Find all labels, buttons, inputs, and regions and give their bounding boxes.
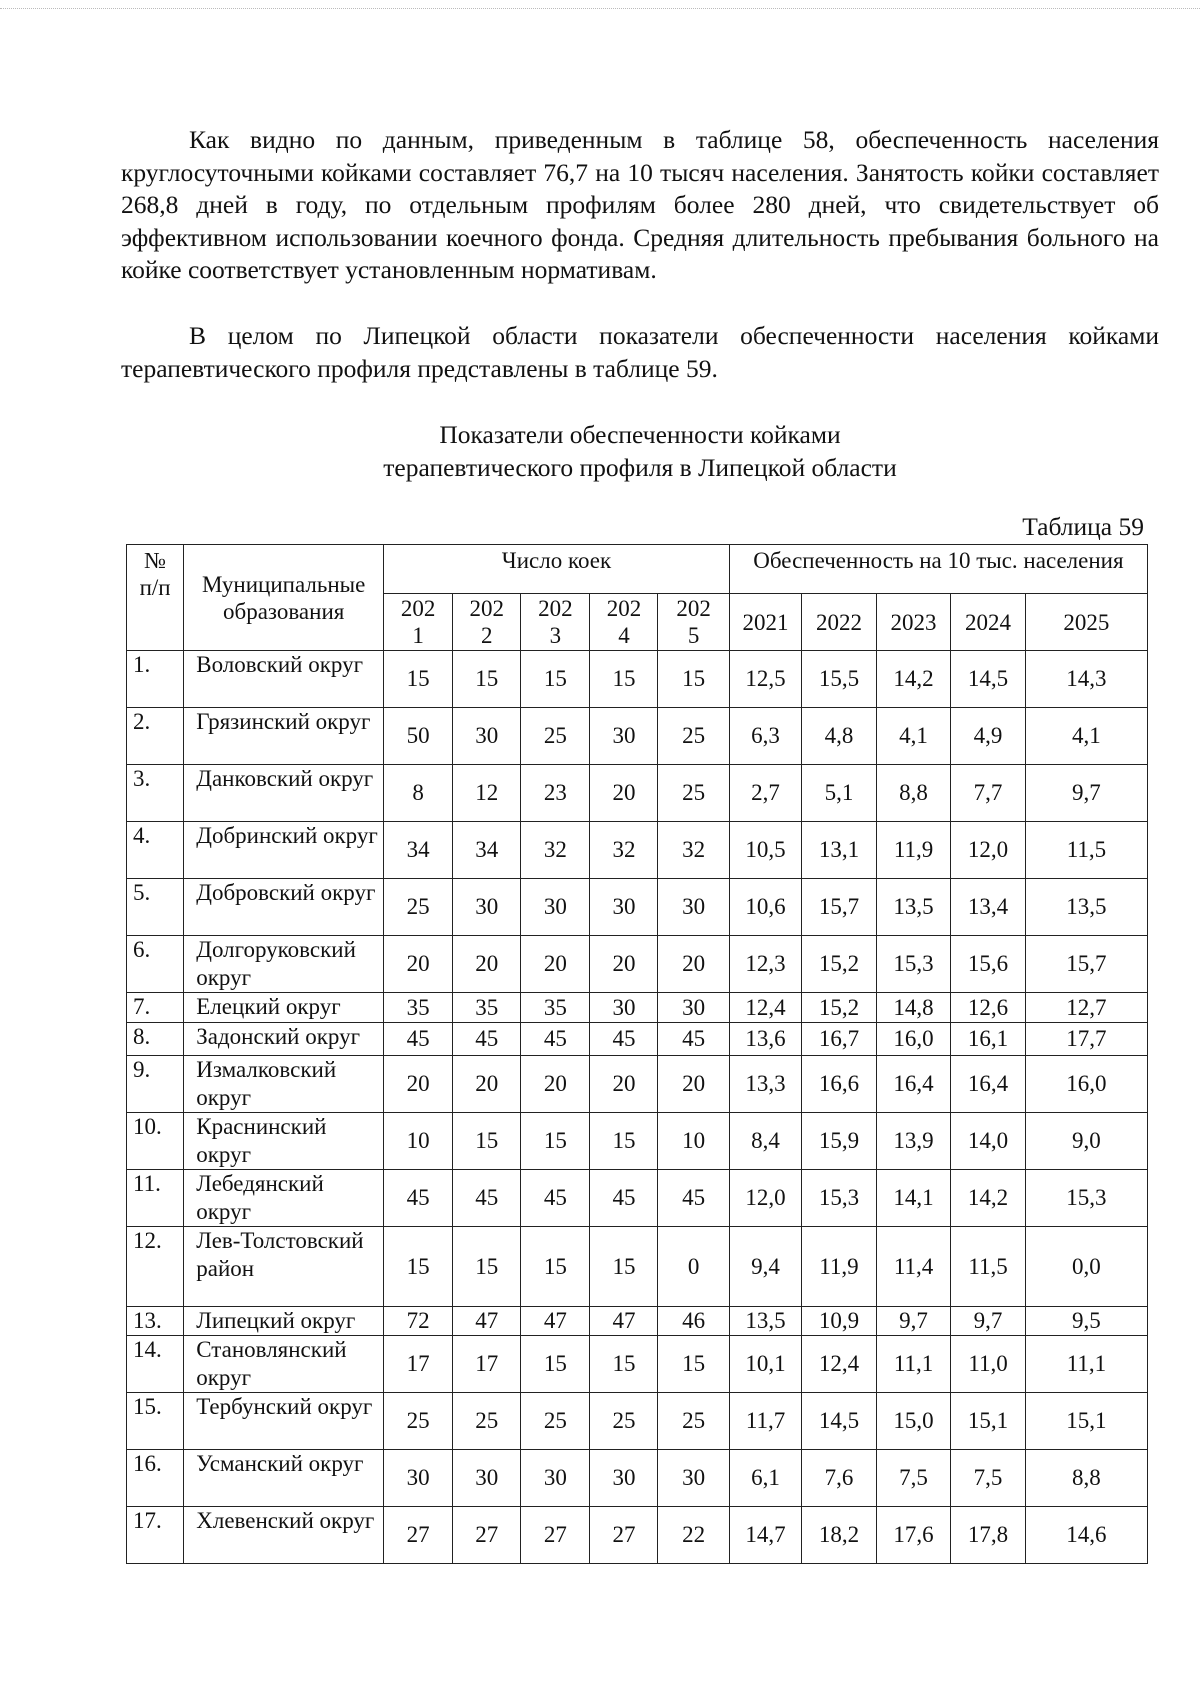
supply-value: 7,5 (876, 1450, 951, 1507)
beds-value: 25 (658, 1393, 729, 1450)
beds-value: 20 (658, 1056, 729, 1113)
row-number: 15. (127, 1393, 184, 1450)
supply-value: 12,7 (1025, 993, 1147, 1023)
beds-value: 25 (658, 708, 729, 765)
supply-value: 9,0 (1025, 1113, 1147, 1170)
supply-value: 11,9 (802, 1227, 877, 1307)
municipality-name: Лев-Толстовский район (184, 1227, 384, 1307)
municipality-name: Елецкий округ (184, 993, 384, 1023)
beds-value: 47 (590, 1307, 658, 1336)
year-part: 202 (606, 596, 642, 621)
table-caption (121, 418, 1159, 484)
beds-value: 15 (590, 651, 658, 708)
beds-value: 20 (590, 1056, 658, 1113)
beds-value: 30 (521, 879, 590, 936)
beds-value: 30 (453, 708, 521, 765)
beds-value: 45 (453, 1170, 521, 1227)
beds-value: 30 (658, 1450, 729, 1507)
supply-value: 17,6 (876, 1507, 951, 1564)
beds-value: 20 (453, 1056, 521, 1113)
supply-value: 11,0 (951, 1336, 1026, 1393)
row-number: 17. (127, 1507, 184, 1564)
supply-value: 15,3 (876, 936, 951, 993)
supply-value: 11,9 (876, 822, 951, 879)
table-row (127, 993, 1148, 1023)
supply-value: 11,4 (876, 1227, 951, 1307)
supply-value: 16,0 (1025, 1056, 1147, 1113)
beds-value: 72 (384, 1307, 453, 1336)
municipality-name: Краснинский округ (184, 1113, 384, 1170)
header-num (127, 545, 184, 651)
paragraph-1: Как видно по данным, приведенным в таблице 58, обеспеченность населения круглосуточными койками составляет 76,7 на 10 тысяч населения. Занятость койки составляет 268,8 дней в году, по отдельным профилям более 280 дней, что свидетельствует об эффективном использовании коечного фонда. Средняя длительность пребывания больного на койке соответствует установленным нормативам. (121, 125, 1159, 284)
beds-value: 15 (384, 651, 453, 708)
municipality-name: Лебедянский округ (184, 1170, 384, 1227)
supply-value: 14,5 (951, 651, 1026, 708)
beds-table (126, 544, 1148, 1564)
municipality-name: Тербунский округ (184, 1393, 384, 1450)
supply-value: 16,4 (876, 1056, 951, 1113)
municipality-name: Усманский округ (184, 1450, 384, 1507)
beds-value: 45 (521, 1170, 590, 1227)
year-part: 2 (481, 623, 493, 648)
supply-value: 6,3 (729, 708, 801, 765)
supply-value: 7,7 (951, 765, 1026, 822)
supply-value: 12,5 (729, 651, 801, 708)
header-supply-year: 2022 (802, 594, 877, 651)
table-row (127, 1336, 1148, 1393)
supply-value: 15,7 (1025, 936, 1147, 993)
municipality-name: Долгоруковский округ (184, 936, 384, 993)
beds-value: 45 (658, 1023, 729, 1056)
supply-value: 13,6 (729, 1023, 801, 1056)
supply-value: 17,8 (951, 1507, 1026, 1564)
supply-value: 4,9 (951, 708, 1026, 765)
beds-value: 50 (384, 708, 453, 765)
supply-value: 7,6 (802, 1450, 877, 1507)
beds-value: 17 (453, 1336, 521, 1393)
beds-value: 45 (384, 1170, 453, 1227)
supply-value: 13,4 (951, 879, 1026, 936)
beds-value: 25 (453, 1393, 521, 1450)
beds-value: 15 (590, 1227, 658, 1307)
row-number: 5. (127, 879, 184, 936)
supply-value: 14,6 (1025, 1507, 1147, 1564)
table-row (127, 1393, 1148, 1450)
row-number: 14. (127, 1336, 184, 1393)
beds-value: 32 (658, 822, 729, 879)
row-number: 11. (127, 1170, 184, 1227)
beds-value: 30 (521, 1450, 590, 1507)
supply-value: 9,7 (1025, 765, 1147, 822)
header-beds-year (453, 594, 521, 651)
beds-value: 15 (521, 1227, 590, 1307)
beds-value: 25 (521, 1393, 590, 1450)
supply-value: 6,1 (729, 1450, 801, 1507)
supply-value: 10,6 (729, 879, 801, 936)
beds-value: 35 (453, 993, 521, 1023)
beds-value: 25 (590, 1393, 658, 1450)
header-beds-year (384, 594, 453, 651)
supply-value: 10,1 (729, 1336, 801, 1393)
beds-value: 45 (590, 1170, 658, 1227)
supply-value: 9,4 (729, 1227, 801, 1307)
supply-value: 11,7 (729, 1393, 801, 1450)
beds-value: 15 (521, 651, 590, 708)
supply-value: 15,3 (802, 1170, 877, 1227)
beds-value: 23 (521, 765, 590, 822)
supply-value: 14,5 (802, 1393, 877, 1450)
supply-value: 12,4 (802, 1336, 877, 1393)
supply-value: 16,6 (802, 1056, 877, 1113)
beds-value: 30 (453, 879, 521, 936)
row-number: 7. (127, 993, 184, 1023)
supply-value: 13,1 (802, 822, 877, 879)
beds-value: 8 (384, 765, 453, 822)
table-row (127, 1507, 1148, 1564)
beds-value: 27 (521, 1507, 590, 1564)
supply-value: 15,3 (1025, 1170, 1147, 1227)
supply-value: 14,2 (876, 651, 951, 708)
row-number: 13. (127, 1307, 184, 1336)
beds-value: 20 (521, 936, 590, 993)
header-supply-year: 2021 (729, 594, 801, 651)
header-beds-group: Число коек (384, 545, 730, 594)
municipality-name: Липецкий округ (184, 1307, 384, 1336)
beds-value: 17 (384, 1336, 453, 1393)
supply-value: 10,9 (802, 1307, 877, 1336)
supply-value: 13,3 (729, 1056, 801, 1113)
supply-value: 15,1 (1025, 1393, 1147, 1450)
supply-value: 14,7 (729, 1507, 801, 1564)
supply-value: 13,5 (729, 1307, 801, 1336)
supply-value: 13,5 (876, 879, 951, 936)
caption-line-1: Показатели обеспеченности койками (439, 420, 841, 449)
scan-edge-line (0, 8, 1200, 9)
beds-value: 30 (658, 879, 729, 936)
row-number: 6. (127, 936, 184, 993)
beds-value: 20 (521, 1056, 590, 1113)
beds-value: 30 (590, 708, 658, 765)
supply-value: 4,1 (1025, 708, 1147, 765)
beds-value: 30 (590, 993, 658, 1023)
row-number: 12. (127, 1227, 184, 1307)
table-row (127, 1227, 1148, 1307)
beds-value: 27 (384, 1507, 453, 1564)
beds-value: 34 (384, 822, 453, 879)
beds-value: 32 (521, 822, 590, 879)
supply-value: 9,5 (1025, 1307, 1147, 1336)
row-number: 10. (127, 1113, 184, 1170)
table-row (127, 936, 1148, 993)
table-number-label: Таблица 59 (1022, 512, 1144, 541)
year-part: 4 (618, 623, 630, 648)
supply-value: 2,7 (729, 765, 801, 822)
supply-value: 8,8 (876, 765, 951, 822)
beds-value: 20 (453, 936, 521, 993)
row-number: 8. (127, 1023, 184, 1056)
beds-value: 30 (384, 1450, 453, 1507)
header-num-label: № п/п (139, 548, 171, 600)
row-number: 4. (127, 822, 184, 879)
beds-value: 27 (453, 1507, 521, 1564)
beds-value: 12 (453, 765, 521, 822)
supply-value: 12,6 (951, 993, 1026, 1023)
beds-value: 45 (590, 1023, 658, 1056)
supply-value: 15,6 (951, 936, 1026, 993)
table-row (127, 1307, 1148, 1336)
beds-value: 15 (521, 1336, 590, 1393)
supply-value: 16,1 (951, 1023, 1026, 1056)
beds-value: 20 (384, 936, 453, 993)
supply-value: 8,8 (1025, 1450, 1147, 1507)
header-supply-year: 2024 (951, 594, 1026, 651)
beds-value: 15 (590, 1113, 658, 1170)
beds-value: 45 (453, 1023, 521, 1056)
row-number: 9. (127, 1056, 184, 1113)
header-supply-year: 2025 (1025, 594, 1147, 651)
header-supply-group: Обеспеченность на 10 тыс. населения (729, 545, 1147, 594)
beds-value: 15 (590, 1336, 658, 1393)
supply-value: 15,5 (802, 651, 877, 708)
municipality-name: Данковский округ (184, 765, 384, 822)
supply-value: 17,7 (1025, 1023, 1147, 1056)
beds-value: 15 (453, 651, 521, 708)
beds-value: 25 (658, 765, 729, 822)
supply-value: 12,3 (729, 936, 801, 993)
municipality-name: Становлянский округ (184, 1336, 384, 1393)
beds-value: 47 (453, 1307, 521, 1336)
beds-value: 30 (658, 993, 729, 1023)
supply-value: 15,7 (802, 879, 877, 936)
supply-value: 4,1 (876, 708, 951, 765)
beds-value: 27 (590, 1507, 658, 1564)
supply-value: 8,4 (729, 1113, 801, 1170)
beds-value: 30 (590, 1450, 658, 1507)
beds-value: 15 (521, 1113, 590, 1170)
supply-value: 15,1 (951, 1393, 1026, 1450)
table-row (127, 765, 1148, 822)
beds-value: 15 (384, 1227, 453, 1307)
supply-value: 18,2 (802, 1507, 877, 1564)
table-row (127, 1170, 1148, 1227)
supply-value: 14,1 (876, 1170, 951, 1227)
beds-value: 45 (384, 1023, 453, 1056)
beds-value: 10 (658, 1113, 729, 1170)
supply-value: 16,7 (802, 1023, 877, 1056)
beds-value: 35 (521, 993, 590, 1023)
table-row (127, 1450, 1148, 1507)
beds-value: 35 (384, 993, 453, 1023)
table-row (127, 651, 1148, 708)
beds-value: 46 (658, 1307, 729, 1336)
year-part: 202 (469, 596, 505, 621)
header-beds-year (658, 594, 729, 651)
table-row (127, 879, 1148, 936)
supply-value: 9,7 (951, 1307, 1026, 1336)
beds-value: 20 (590, 765, 658, 822)
header-supply-year: 2023 (876, 594, 951, 651)
table-row (127, 1056, 1148, 1113)
municipality-name: Измалковский округ (184, 1056, 384, 1113)
table-row (127, 708, 1148, 765)
supply-value: 12,4 (729, 993, 801, 1023)
row-number: 2. (127, 708, 184, 765)
row-number: 1. (127, 651, 184, 708)
table-row (127, 822, 1148, 879)
municipality-name: Хлевенский округ (184, 1507, 384, 1564)
municipality-name: Добринский округ (184, 822, 384, 879)
beds-value: 25 (521, 708, 590, 765)
beds-value: 15 (453, 1113, 521, 1170)
supply-value: 12,0 (729, 1170, 801, 1227)
supply-value: 11,1 (876, 1336, 951, 1393)
supply-value: 11,5 (1025, 822, 1147, 879)
beds-value: 20 (384, 1056, 453, 1113)
table-row (127, 1023, 1148, 1056)
municipality-name: Задонский округ (184, 1023, 384, 1056)
beds-value: 32 (590, 822, 658, 879)
supply-value: 16,4 (951, 1056, 1026, 1113)
beds-value: 30 (453, 1450, 521, 1507)
supply-value: 16,0 (876, 1023, 951, 1056)
supply-value: 10,5 (729, 822, 801, 879)
beds-value: 34 (453, 822, 521, 879)
year-part: 202 (538, 596, 573, 621)
supply-value: 14,2 (951, 1170, 1026, 1227)
beds-value: 45 (521, 1023, 590, 1056)
year-part: 5 (687, 623, 700, 648)
municipality-name: Добровский округ (184, 879, 384, 936)
beds-value: 15 (453, 1227, 521, 1307)
row-number: 3. (127, 765, 184, 822)
supply-value: 14,8 (876, 993, 951, 1023)
year-part: 3 (549, 623, 562, 648)
supply-value: 0,0 (1025, 1227, 1147, 1307)
beds-value: 20 (658, 936, 729, 993)
paragraph-2: В целом по Липецкой области показатели обеспеченности населения койками терапевтического профиля представлены в таблице 59. (121, 321, 1159, 383)
supply-value: 12,0 (951, 822, 1026, 879)
supply-value: 14,0 (951, 1113, 1026, 1170)
beds-value: 45 (658, 1170, 729, 1227)
supply-value: 11,5 (951, 1227, 1026, 1307)
header-municipality-label: Муниципальные образования (202, 572, 366, 624)
supply-value: 4,8 (802, 708, 877, 765)
beds-value: 25 (384, 879, 453, 936)
supply-value: 13,5 (1025, 879, 1147, 936)
header-municipality (184, 545, 384, 651)
beds-value: 15 (658, 1336, 729, 1393)
supply-value: 13,9 (876, 1113, 951, 1170)
supply-value: 11,1 (1025, 1336, 1147, 1393)
supply-value: 15,2 (802, 936, 877, 993)
supply-value: 15,9 (802, 1113, 877, 1170)
beds-value: 30 (590, 879, 658, 936)
beds-value: 22 (658, 1507, 729, 1564)
supply-value: 15,2 (802, 993, 877, 1023)
year-part: 202 (676, 596, 711, 621)
beds-value: 10 (384, 1113, 453, 1170)
beds-value: 25 (384, 1393, 453, 1450)
beds-value: 20 (590, 936, 658, 993)
header-beds-year (521, 594, 590, 651)
header-row-1 (127, 545, 1148, 594)
supply-value: 15,0 (876, 1393, 951, 1450)
table-row (127, 1113, 1148, 1170)
beds-value: 47 (521, 1307, 590, 1336)
supply-value: 7,5 (951, 1450, 1026, 1507)
caption-line-2: терапевтического профиля в Липецкой области (383, 453, 897, 482)
beds-value: 0 (658, 1227, 729, 1307)
municipality-name: Воловский округ (184, 651, 384, 708)
header-beds-year (590, 594, 658, 651)
row-number: 16. (127, 1450, 184, 1507)
supply-value: 9,7 (876, 1307, 951, 1336)
beds-value: 15 (658, 651, 729, 708)
year-part: 202 (400, 596, 436, 621)
supply-value: 14,3 (1025, 651, 1147, 708)
year-part: 1 (412, 623, 424, 648)
municipality-name: Грязинский округ (184, 708, 384, 765)
supply-value: 5,1 (802, 765, 877, 822)
